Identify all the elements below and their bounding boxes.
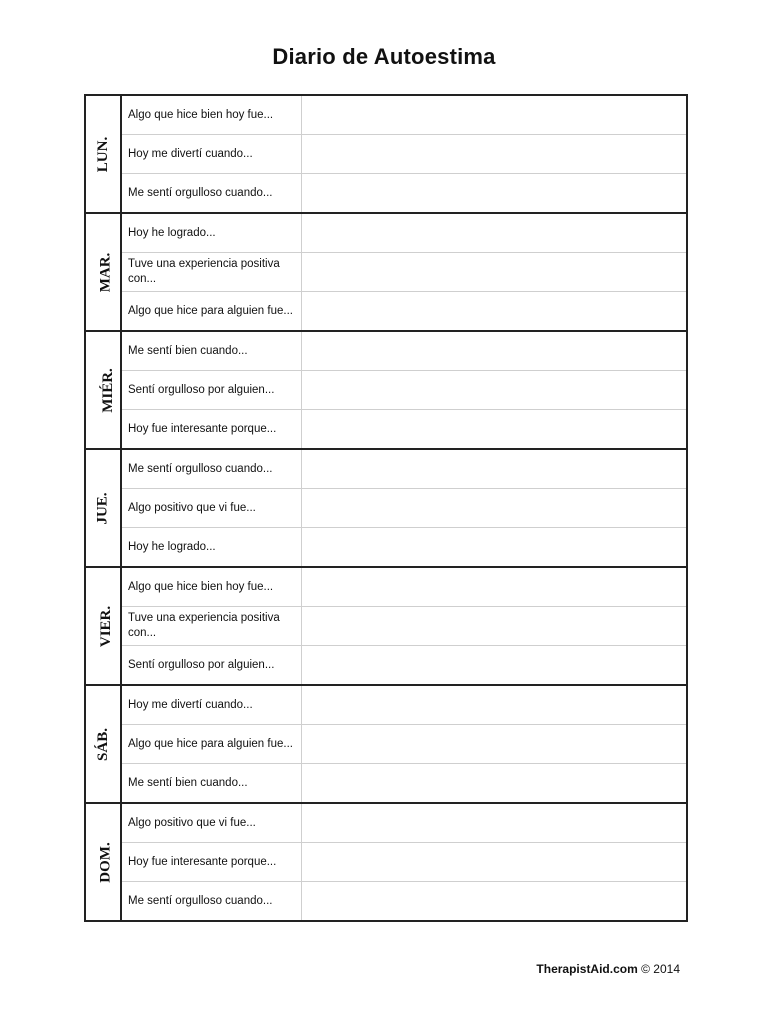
prompt-cell: Algo positivo que vi fue...	[121, 803, 301, 843]
answer-field[interactable]	[301, 95, 687, 135]
prompt-cell: Me sentí bien cuando...	[121, 331, 301, 371]
answer-field[interactable]	[301, 607, 687, 646]
prompt-cell: Me sentí orgulloso cuando...	[121, 449, 301, 489]
prompt-cell: Tuve una experiencia positiva con...	[121, 607, 301, 646]
page-title: Diario de Autoestima	[272, 44, 496, 69]
journal-row	[85, 213, 687, 253]
prompt-cell: Algo positivo que vi fue...	[121, 489, 301, 528]
prompt-cell: Hoy fue interesante porque...	[121, 843, 301, 882]
journal-row	[85, 489, 687, 528]
answer-field[interactable]	[301, 174, 687, 214]
answer-field[interactable]	[301, 410, 687, 450]
answer-field[interactable]	[301, 882, 687, 922]
answer-field[interactable]	[301, 843, 687, 882]
prompt-cell: Hoy fue interesante porque...	[121, 410, 301, 450]
day-cell	[85, 331, 121, 449]
day-label: MIÉR.	[99, 368, 116, 413]
footer-copyright: © 2014	[641, 962, 680, 976]
answer-field[interactable]	[301, 725, 687, 764]
prompt-cell: Algo que hice para alguien fue...	[121, 725, 301, 764]
prompt-cell: Me sentí orgulloso cuando...	[121, 174, 301, 214]
answer-field[interactable]	[301, 567, 687, 607]
answer-field[interactable]	[301, 213, 687, 253]
day-label: JUE.	[94, 492, 111, 525]
day-cell	[85, 95, 121, 213]
prompt-cell: Hoy me divertí cuando...	[121, 135, 301, 174]
prompt-cell: Me sentí orgulloso cuando...	[121, 882, 301, 922]
journal-row	[85, 685, 687, 725]
journal-row	[85, 449, 687, 489]
answer-field[interactable]	[301, 646, 687, 686]
prompt-cell: Me sentí bien cuando...	[121, 764, 301, 804]
answer-field[interactable]	[301, 764, 687, 804]
journal-row	[85, 292, 687, 332]
journal-row	[85, 843, 687, 882]
prompt-cell: Hoy he logrado...	[121, 528, 301, 568]
journal-row	[85, 882, 687, 922]
answer-field[interactable]	[301, 803, 687, 843]
day-label: MAR.	[97, 252, 114, 293]
prompt-cell: Algo que hice bien hoy fue...	[121, 95, 301, 135]
day-label: VIER.	[98, 605, 115, 648]
footer-brand: TherapistAid.com	[536, 962, 638, 976]
day-label: SÁB.	[94, 728, 111, 761]
answer-field[interactable]	[301, 292, 687, 332]
journal-row	[85, 95, 687, 135]
day-cell	[85, 803, 121, 921]
journal-row	[85, 803, 687, 843]
day-cell	[85, 567, 121, 685]
journal-row	[85, 528, 687, 568]
journal-table	[84, 94, 688, 922]
answer-field[interactable]	[301, 135, 687, 174]
prompt-cell: Hoy me divertí cuando...	[121, 685, 301, 725]
journal-row	[85, 331, 687, 371]
journal-row	[85, 174, 687, 214]
day-label: DOM.	[97, 842, 114, 883]
prompt-cell: Sentí orgulloso por alguien...	[121, 371, 301, 410]
journal-row	[85, 725, 687, 764]
prompt-cell: Sentí orgulloso por alguien...	[121, 646, 301, 686]
journal-row	[85, 410, 687, 450]
answer-field[interactable]	[301, 685, 687, 725]
answer-field[interactable]	[301, 371, 687, 410]
day-cell	[85, 213, 121, 331]
journal-row	[85, 646, 687, 686]
journal-row	[85, 135, 687, 174]
answer-field[interactable]	[301, 528, 687, 568]
answer-field[interactable]	[301, 489, 687, 528]
journal-body	[85, 95, 687, 921]
prompt-cell: Hoy he logrado...	[121, 213, 301, 253]
footer-credit	[536, 962, 680, 976]
answer-field[interactable]	[301, 449, 687, 489]
prompt-cell: Tuve una experiencia positiva con...	[121, 253, 301, 292]
journal-row	[85, 607, 687, 646]
journal-row	[85, 567, 687, 607]
journal-row	[85, 253, 687, 292]
prompt-cell: Algo que hice para alguien fue...	[121, 292, 301, 332]
day-cell	[85, 449, 121, 567]
answer-field[interactable]	[301, 253, 687, 292]
day-label: LUN.	[95, 136, 112, 173]
prompt-cell: Algo que hice bien hoy fue...	[121, 567, 301, 607]
answer-field[interactable]	[301, 331, 687, 371]
journal-row	[85, 764, 687, 804]
journal-row	[85, 371, 687, 410]
day-cell	[85, 685, 121, 803]
